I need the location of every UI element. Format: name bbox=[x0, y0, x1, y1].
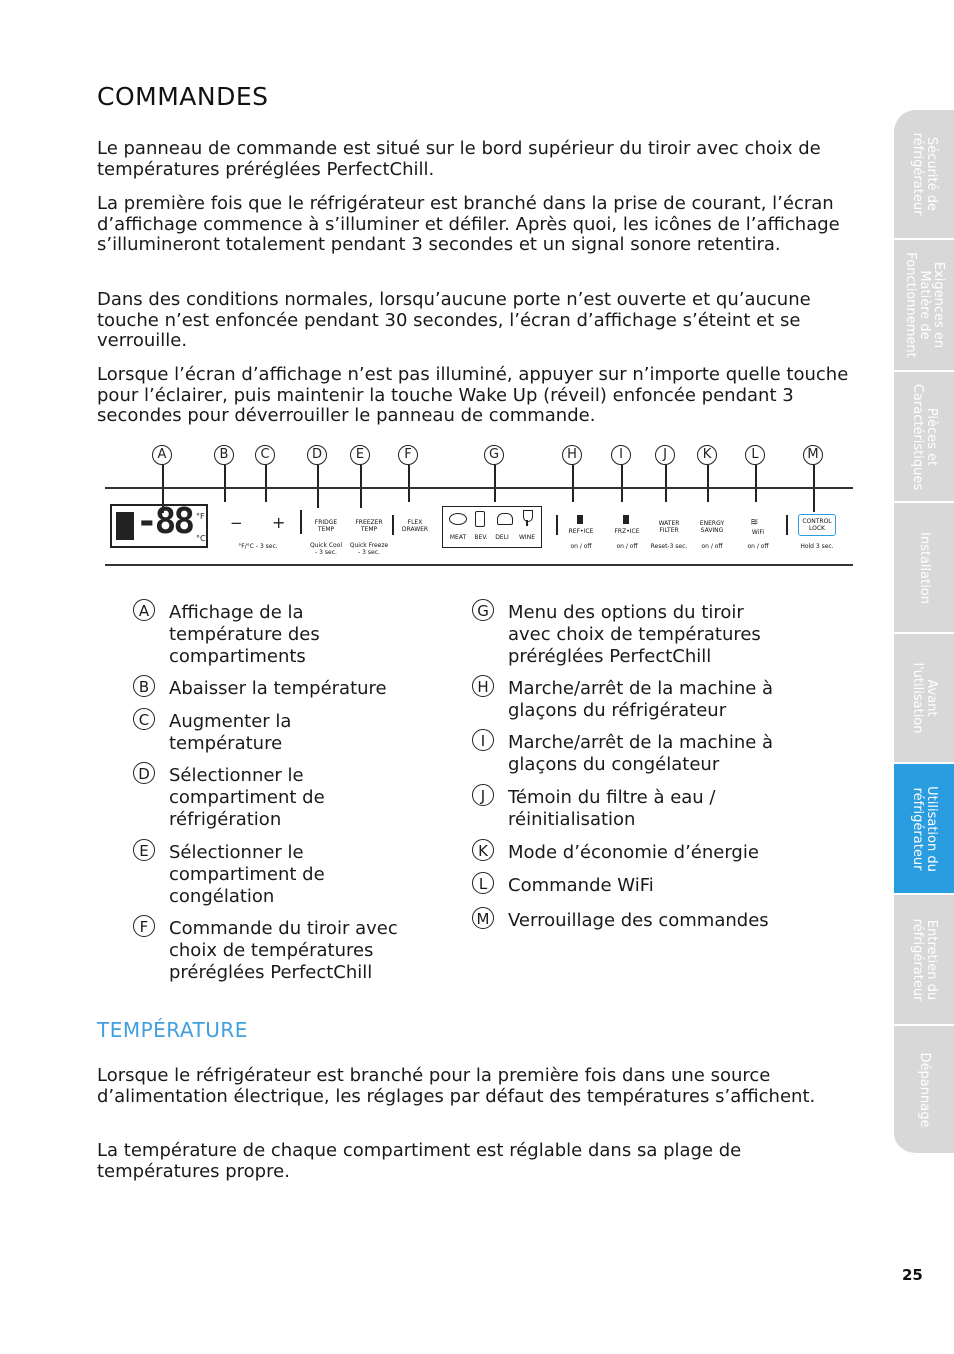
side-tab-label: Avant l'utilisation bbox=[910, 662, 939, 734]
legend-badge: C bbox=[133, 708, 155, 730]
callout-line bbox=[224, 465, 226, 502]
ref-ice-icon bbox=[577, 515, 583, 524]
callout-f: F bbox=[398, 445, 418, 465]
callout-e: E bbox=[350, 445, 370, 465]
display-digits: -88 bbox=[136, 501, 193, 542]
intro-paragraph: Le panneau de commande est situé sur le bord supérieur du tiroir avec choix de températures préréglées PerfectChill. bbox=[97, 138, 821, 180]
side-tab-6[interactable] bbox=[894, 895, 954, 1026]
callout-line bbox=[707, 465, 709, 502]
side-tab-4[interactable] bbox=[894, 634, 954, 764]
legend-text: Verrouillage des commandes bbox=[508, 910, 769, 931]
legend-text: Commande WiFi bbox=[508, 875, 654, 896]
legend-badge: M bbox=[472, 907, 494, 929]
compartment-icon bbox=[116, 512, 134, 540]
legend-badge: H bbox=[472, 675, 494, 697]
callout-j: J bbox=[655, 445, 675, 465]
quick-cool-hint: Quick Cool - 3 sec. bbox=[309, 542, 343, 556]
legend-badge: L bbox=[472, 872, 494, 894]
side-tab-3[interactable] bbox=[894, 503, 954, 634]
wifi-icon: ≋ bbox=[750, 517, 759, 528]
wifi-button[interactable]: WiFi bbox=[751, 529, 765, 536]
section-title-temperature: TEMPÉRATURE bbox=[97, 1018, 248, 1042]
legend-badge: B bbox=[133, 675, 155, 697]
meat-icon bbox=[449, 513, 467, 525]
callout-h: H bbox=[562, 445, 582, 465]
callout-b: B bbox=[214, 445, 234, 465]
increase-temp-button[interactable]: + bbox=[272, 513, 286, 532]
legend-badge: F bbox=[133, 915, 155, 937]
legend-badge: D bbox=[133, 762, 155, 784]
temperature-paragraph-1: Lorsque le réfrigérateur est branché pour la première fois dans une source d’alimentation électrique, les réglages par défaut des températures s’affichent. bbox=[97, 1065, 816, 1107]
flex-mode-1[interactable]: BEV. bbox=[474, 534, 488, 541]
legend-badge: E bbox=[133, 839, 155, 861]
lock-paragraph: Dans des conditions normales, lorsqu’aucune porte n’est ouverte et qu’aucune touche n’est enfoncée pendant 30 secondes, l’écran d’affichage s’éteint et se verrouille. bbox=[97, 289, 811, 351]
legend-text: Commande du tiroir avec choix de températures préréglées PerfectChill bbox=[169, 918, 398, 983]
legend-badge: J bbox=[472, 784, 494, 806]
side-tab-label: Pièces et Caractéristiques bbox=[910, 383, 939, 490]
legend-text: Marche/arrêt de la machine à glaçons du réfrigérateur bbox=[508, 678, 774, 721]
side-tab-label: Dépannage bbox=[917, 1052, 932, 1127]
flex-mode-0[interactable]: MEAT bbox=[449, 534, 467, 541]
callout-line bbox=[665, 465, 667, 502]
wake-paragraph: Lorsque l’écran d’affichage n’est pas illuminé, appuyer sur n’importe quelle touche pour l’éclairer, puis maintenir la touche Wake Up (réveil) enfoncée pendant 3 secondes pour déverrouiller le panneau de commande. bbox=[97, 364, 849, 426]
temperature-paragraph-2: La température de chaque compartiment est réglable dans sa plage de températures propre. bbox=[97, 1140, 742, 1182]
callout-line bbox=[408, 465, 410, 502]
page-number: 25 bbox=[902, 1266, 923, 1284]
legend-badge: G bbox=[472, 599, 494, 621]
unit-c-label: °C bbox=[196, 534, 206, 543]
startup-paragraph: La première fois que le réfrigérateur est branché dans la prise de courant, l’écran d’affichage commence à s’illuminer et défiler. Après quoi, les icônes de l’affichage s’illumineront totalement pendant 3 secondes et un signal sonore retentira. bbox=[97, 193, 840, 255]
callout-c: C bbox=[255, 445, 275, 465]
flex-drawer-button[interactable]: FLEX DRAWER bbox=[401, 519, 429, 533]
unit-f-label: °F bbox=[196, 512, 205, 521]
energy-saving-button[interactable]: ENERGY SAVING bbox=[699, 520, 725, 534]
flex-mode-3[interactable]: WINE bbox=[519, 534, 535, 541]
flex-mode-2[interactable]: DELI bbox=[495, 534, 509, 541]
callout-g: G bbox=[484, 445, 504, 465]
water-filter-button[interactable]: WATER FILTER bbox=[658, 520, 680, 534]
frz-ice-state: on / off bbox=[616, 543, 638, 550]
control-panel-diagram bbox=[100, 440, 860, 580]
side-tab-label: Exigences en Matière de Fonctionnement bbox=[903, 252, 946, 358]
legend-text: Marche/arrêt de la machine à glaçons du congélateur bbox=[508, 732, 774, 775]
legend-text: Mode d’économie d’énergie bbox=[508, 842, 759, 863]
panel-top-edge bbox=[105, 487, 853, 489]
panel-bottom-edge bbox=[105, 564, 853, 566]
side-tab-2[interactable] bbox=[894, 372, 954, 503]
side-tab-label: Sécurité de réfrigérateur bbox=[910, 132, 939, 216]
freezer-temp-button[interactable]: FREEZER TEMP bbox=[355, 519, 383, 533]
ref-ice-button[interactable]: REF•ICE bbox=[568, 528, 594, 535]
decrease-temp-button[interactable]: − bbox=[230, 514, 243, 532]
side-tab-label: Utilisation du réfrigérateur bbox=[910, 785, 939, 872]
side-tab-label: Installation bbox=[917, 531, 932, 604]
callout-l: L bbox=[745, 445, 765, 465]
callout-line bbox=[572, 465, 574, 502]
side-tab-label: Entretien du réfrigérateur bbox=[910, 918, 939, 1001]
control-lock-button[interactable]: CONTROL LOCK bbox=[798, 514, 836, 536]
callout-d: D bbox=[307, 445, 327, 465]
legend-badge: A bbox=[133, 599, 155, 621]
callout-m: M bbox=[803, 445, 823, 465]
callout-line bbox=[265, 465, 267, 502]
quick-freeze-hint: Quick Freeze - 3 sec. bbox=[349, 542, 389, 556]
water-filter-reset: Reset-3 sec. bbox=[650, 543, 688, 550]
beverage-icon bbox=[475, 511, 485, 527]
wine-glass-icon bbox=[523, 510, 533, 522]
wifi-state: on / off bbox=[747, 543, 769, 550]
temperature-display bbox=[110, 501, 208, 548]
callout-k: K bbox=[697, 445, 717, 465]
fridge-temp-button[interactable]: FRIDGE TEMP bbox=[314, 519, 338, 533]
energy-saving-state: on / off bbox=[701, 543, 723, 550]
callout-line bbox=[621, 465, 623, 502]
legend-badge: K bbox=[472, 839, 494, 861]
callout-line bbox=[494, 465, 496, 502]
page-title: COMMANDES bbox=[97, 82, 269, 111]
legend-badge: I bbox=[472, 729, 494, 751]
deli-icon bbox=[497, 513, 513, 525]
unit-hint: °F/°C - 3 sec. bbox=[238, 543, 278, 550]
callout-a: A bbox=[152, 445, 172, 465]
legend-text: Sélectionner le compartiment de congélation bbox=[169, 842, 325, 907]
callout-line bbox=[755, 465, 757, 502]
legend-text: Témoin du filtre à eau / réinitialisation bbox=[508, 787, 716, 830]
flex-mode-menu bbox=[442, 506, 542, 548]
frz-ice-button[interactable]: FRZ•ICE bbox=[614, 528, 640, 535]
legend-text: Augmenter la température bbox=[169, 711, 292, 754]
side-tab-1[interactable] bbox=[894, 240, 954, 372]
frz-ice-icon bbox=[623, 515, 629, 524]
side-tab-5[interactable] bbox=[894, 764, 954, 895]
ref-ice-state: on / off bbox=[570, 543, 592, 550]
legend-text: Sélectionner le compartiment de réfrigération bbox=[169, 765, 325, 830]
callout-i: I bbox=[611, 445, 631, 465]
side-tab-7[interactable] bbox=[894, 1026, 954, 1155]
legend-text: Affichage de la température des compartiments bbox=[169, 602, 320, 667]
lock-hold-hint: Hold 3 sec. bbox=[800, 543, 834, 550]
legend-text: Abaisser la température bbox=[169, 678, 387, 699]
legend-text: Menu des options du tiroir avec choix de températures préréglées PerfectChill bbox=[508, 602, 761, 667]
side-tab-0[interactable] bbox=[894, 110, 954, 240]
